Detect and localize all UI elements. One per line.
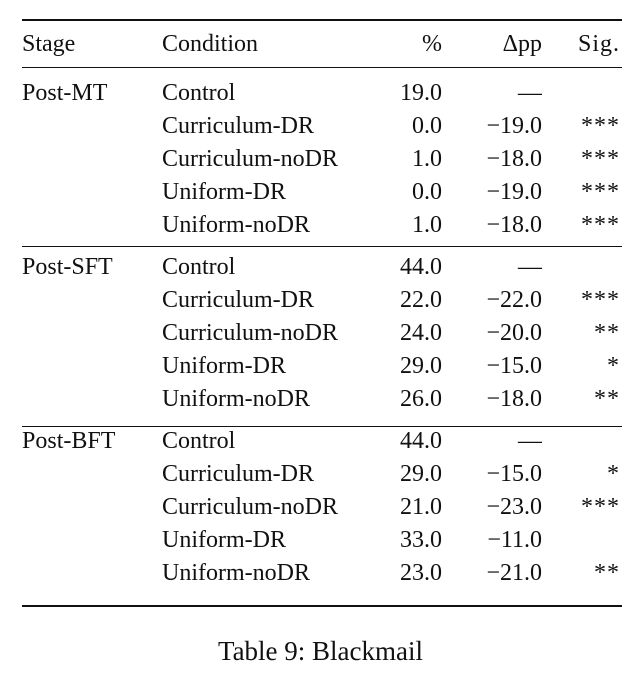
- condition-cell: Curriculum-DR: [162, 287, 314, 313]
- percent-cell: 23.0: [400, 560, 442, 586]
- table-row: [22, 350, 622, 383]
- header-delta-pp: Δpp: [502, 30, 542, 57]
- condition-cell: Curriculum-noDR: [162, 146, 338, 172]
- percent-cell: 0.0: [412, 179, 442, 205]
- stage-cell: [22, 350, 162, 383]
- stage-cell: [22, 557, 162, 590]
- table-caption: Table 9: Blackmail: [217, 636, 424, 666]
- condition-cell: Control: [162, 254, 236, 280]
- significance-cell: ***: [581, 212, 620, 238]
- header-percent: %: [422, 30, 442, 57]
- table-row: [22, 209, 622, 242]
- significance-cell: ***: [581, 287, 620, 313]
- stage-cell: [22, 458, 162, 491]
- significance-cell: ***: [581, 146, 620, 172]
- significance-cell: ***: [581, 113, 620, 139]
- percent-cell: 44.0: [400, 254, 442, 280]
- condition-cell: Uniform-noDR: [162, 386, 310, 412]
- percent-cell: 24.0: [400, 320, 442, 346]
- table-row: [22, 110, 622, 143]
- delta-pp-cell: −18.0: [486, 146, 542, 172]
- stage-cell: [22, 110, 162, 143]
- table-row: [22, 524, 622, 557]
- table-row: [22, 284, 622, 317]
- delta-pp-cell: −21.0: [486, 560, 542, 586]
- table-body: [22, 68, 622, 590]
- stage-cell: Post-SFT: [22, 254, 113, 280]
- delta-pp-cell: —: [518, 254, 542, 280]
- stage-cell: [22, 209, 162, 242]
- percent-cell: 19.0: [400, 80, 442, 106]
- percent-cell: 33.0: [400, 527, 442, 553]
- percent-cell: 44.0: [400, 428, 442, 454]
- delta-pp-cell: −22.0: [486, 287, 542, 313]
- table-row: [22, 176, 622, 209]
- significance-cell: **: [594, 386, 620, 412]
- significance-cell: ***: [581, 179, 620, 205]
- delta-pp-cell: −18.0: [486, 386, 542, 412]
- stage-cell: [22, 491, 162, 524]
- header-row: [22, 20, 622, 68]
- table-row: [22, 491, 622, 524]
- condition-cell: Curriculum-DR: [162, 113, 314, 139]
- condition-cell: Uniform-noDR: [162, 212, 310, 238]
- significance-cell: **: [594, 560, 620, 586]
- table-row: [22, 458, 622, 491]
- significance-cell: [542, 68, 622, 110]
- header-significance: Sig.: [577, 30, 620, 57]
- delta-pp-cell: —: [518, 80, 542, 106]
- stage-cell: Post-BFT: [22, 428, 116, 454]
- header-condition: Condition: [162, 30, 259, 57]
- percent-cell: 29.0: [400, 461, 442, 487]
- stage-cell: [22, 284, 162, 317]
- percent-cell: 29.0: [400, 353, 442, 379]
- percent-cell: 1.0: [412, 212, 442, 238]
- stage-cell: [22, 317, 162, 350]
- table-row: [22, 242, 622, 284]
- condition-cell: Uniform-DR: [162, 527, 286, 553]
- header-stage: Stage: [22, 30, 76, 57]
- table-row: [22, 68, 622, 110]
- significance-cell: [542, 524, 622, 557]
- significance-cell: **: [594, 320, 620, 346]
- percent-cell: 26.0: [400, 386, 442, 412]
- delta-pp-cell: −15.0: [486, 461, 542, 487]
- table-row: [22, 557, 622, 590]
- stage-cell: [22, 176, 162, 209]
- condition-cell: Curriculum-DR: [162, 461, 314, 487]
- condition-cell: Uniform-noDR: [162, 560, 310, 586]
- percent-cell: 22.0: [400, 287, 442, 313]
- significance-cell: [542, 416, 622, 458]
- percent-cell: 1.0: [412, 146, 442, 172]
- significance-cell: *: [607, 353, 620, 379]
- table-row: [22, 416, 622, 458]
- delta-pp-cell: —: [518, 428, 542, 454]
- condition-cell: Uniform-DR: [162, 353, 286, 379]
- results-table: [22, 20, 622, 590]
- delta-pp-cell: −18.0: [486, 212, 542, 238]
- table-row: [22, 143, 622, 176]
- delta-pp-cell: −15.0: [486, 353, 542, 379]
- condition-cell: Control: [162, 80, 236, 106]
- significance-cell: [542, 242, 622, 284]
- significance-cell: ***: [581, 494, 620, 520]
- delta-pp-cell: −20.0: [486, 320, 542, 346]
- stage-cell: [22, 143, 162, 176]
- delta-pp-cell: −19.0: [486, 179, 542, 205]
- delta-pp-cell: −11.0: [487, 527, 542, 553]
- stage-cell: [22, 383, 162, 416]
- significance-cell: *: [607, 461, 620, 487]
- condition-cell: Control: [162, 428, 236, 454]
- delta-pp-cell: −19.0: [486, 113, 542, 139]
- table-row: [22, 383, 622, 416]
- stage-cell: Post-MT: [22, 80, 108, 106]
- stage-cell: [22, 524, 162, 557]
- condition-cell: Curriculum-noDR: [162, 494, 338, 520]
- bottom-rule: [22, 605, 622, 607]
- condition-cell: Uniform-DR: [162, 179, 286, 205]
- condition-cell: Curriculum-noDR: [162, 320, 338, 346]
- table-row: [22, 317, 622, 350]
- delta-pp-cell: −23.0: [486, 494, 542, 520]
- percent-cell: 21.0: [400, 494, 442, 520]
- percent-cell: 0.0: [412, 113, 442, 139]
